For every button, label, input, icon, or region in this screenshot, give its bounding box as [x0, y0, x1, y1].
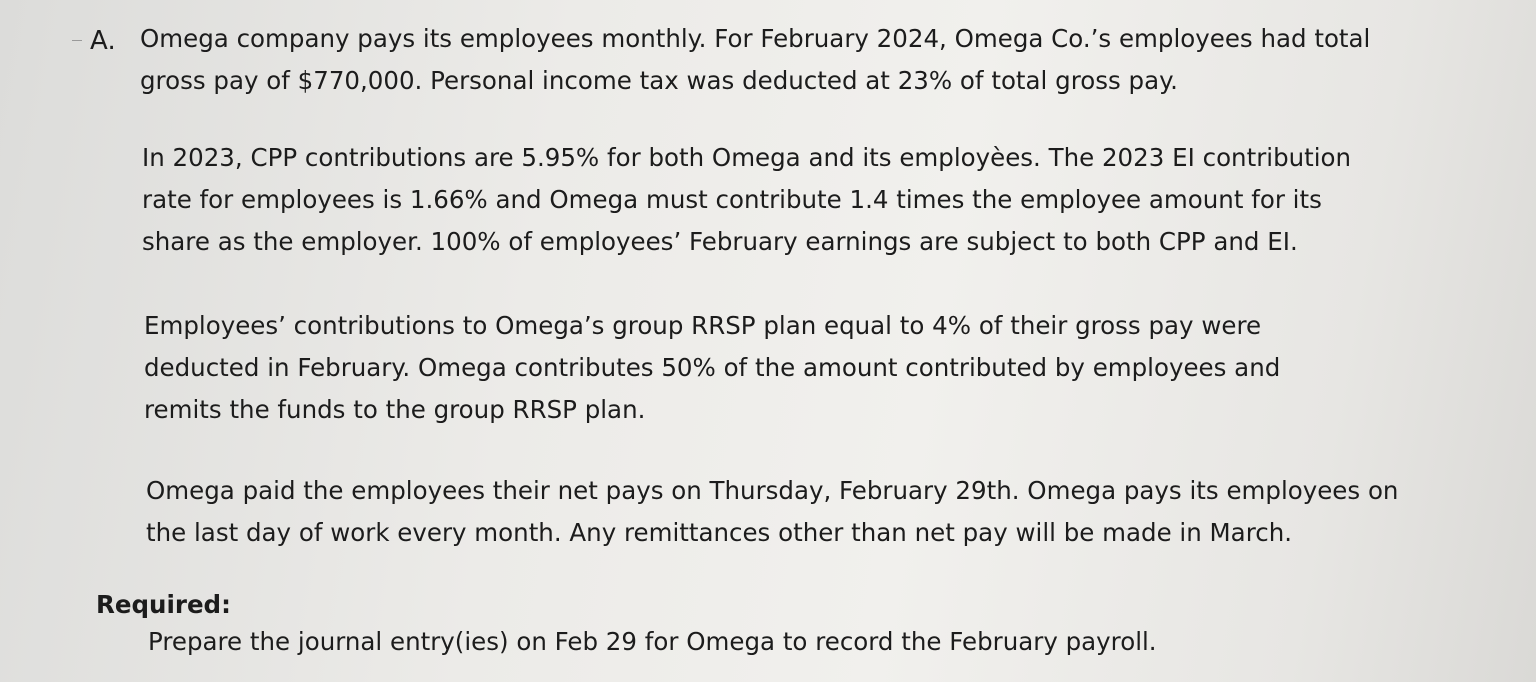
margin-mark — [72, 40, 82, 41]
text-line: the last day of work every month. Any remittances other than net pay will be made in March. — [146, 518, 1293, 547]
text-line: deducted in February. Omega contributes 50% of the amount contributed by employees and — [144, 353, 1281, 382]
text-line: Omega paid the employees their net pays on Thursday, February 29th. Omega pays its employees on — [146, 476, 1399, 505]
text-line: remits the funds to the group RRSP plan. — [144, 395, 646, 424]
required-heading: Required: — [96, 590, 231, 619]
text-line: Omega company pays its employees monthly. For February 2024, Omega Co.’s employees had total — [140, 24, 1371, 53]
paragraph-payroll-overview — [140, 18, 1370, 102]
text-line: Employees’ contributions to Omega’s group RRSP plan equal to 4% of their gross pay were — [144, 311, 1262, 340]
text-line: In 2023, CPP contributions are 5.95% for both Omega and its employèes. The 2023 EI contribution — [142, 143, 1352, 172]
problem-label: A. — [90, 26, 116, 56]
text-line: gross pay of $770,000. Personal income tax was deducted at 23% of total gross pay. — [140, 66, 1178, 95]
required-task: Prepare the journal entry(ies) on Feb 29 for Omega to record the February payroll. — [148, 627, 1157, 656]
text-line: share as the employer. 100% of employees’ February earnings are subject to both CPP and EI. — [142, 227, 1298, 256]
paragraph-rrsp — [144, 305, 1280, 431]
paragraph-cpp-ei — [142, 137, 1351, 263]
paragraph-net-pay — [146, 470, 1398, 554]
text-line: rate for employees is 1.66% and Omega must contribute 1.4 times the employee amount for its — [142, 185, 1322, 214]
